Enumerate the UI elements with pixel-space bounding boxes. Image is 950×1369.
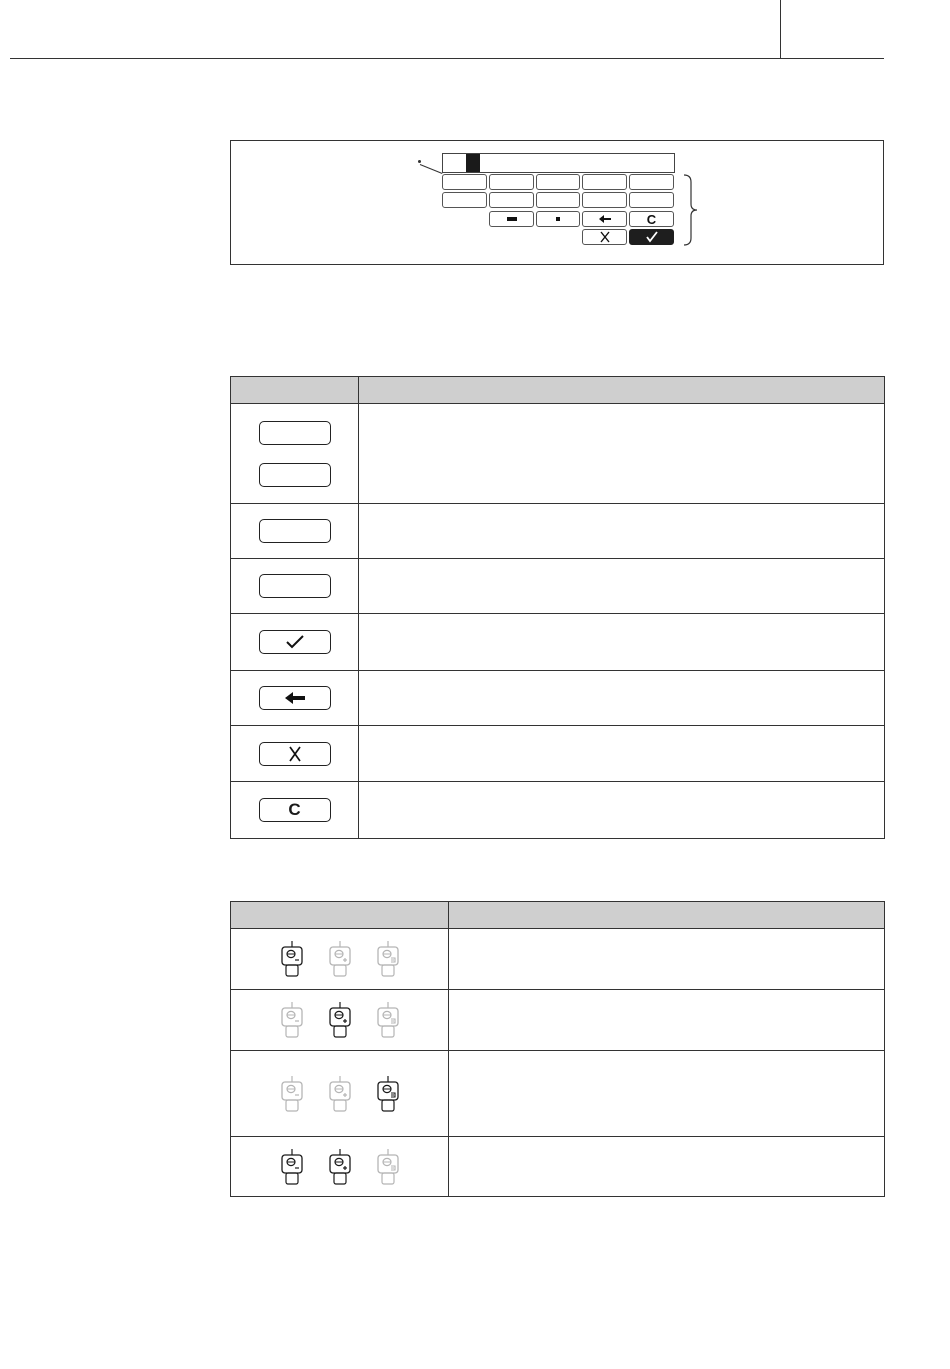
operating-keys-group — [231, 1076, 448, 1112]
table-row — [231, 559, 885, 614]
description-cell — [449, 929, 885, 990]
blank-key-button — [259, 463, 331, 487]
keypad-key[interactable] — [536, 174, 580, 190]
table-row — [231, 1051, 885, 1137]
header-rule — [10, 58, 884, 59]
cursor-block — [466, 154, 480, 172]
keys-cell — [231, 990, 449, 1051]
key-cell — [231, 782, 359, 839]
table-row — [231, 504, 885, 559]
description-cell — [359, 614, 885, 671]
header-cell-key — [231, 377, 359, 404]
callout-dot — [418, 160, 421, 163]
cancel-key-button — [259, 742, 331, 766]
operating-key-plus-icon — [329, 1076, 351, 1112]
table-row — [231, 1137, 885, 1197]
confirm-key-button — [259, 630, 331, 654]
description-cell — [449, 990, 885, 1051]
keypad-key[interactable] — [442, 192, 487, 208]
description-cell — [359, 559, 885, 614]
description-cell — [359, 726, 885, 782]
operating-key-plus-icon — [329, 1149, 351, 1185]
keypad-brace — [682, 174, 702, 246]
keypad-key[interactable] — [629, 174, 674, 190]
minus-icon — [506, 216, 518, 222]
table-header-row — [231, 902, 885, 929]
operating-key-minus-icon — [281, 1149, 303, 1185]
keypad-key[interactable] — [582, 192, 627, 208]
cancel-x-icon — [599, 231, 611, 243]
blank-key-button — [259, 574, 331, 598]
table-row — [231, 929, 885, 990]
confirm-key[interactable] — [629, 229, 674, 245]
description-cell — [359, 782, 885, 839]
keypad-key[interactable] — [582, 174, 627, 190]
operating-keys-group — [231, 1002, 448, 1038]
dot-icon — [555, 216, 561, 222]
table-header-row — [231, 377, 885, 404]
description-cell — [359, 404, 885, 504]
description-cell — [449, 1137, 885, 1197]
table-row — [231, 614, 885, 671]
operating-key-minus-icon — [281, 941, 303, 977]
keypad-key[interactable] — [442, 174, 487, 190]
operating-key-plus-icon — [329, 1002, 351, 1038]
header-tick-mark — [780, 0, 781, 58]
key-cell — [231, 404, 359, 504]
description-cell — [359, 671, 885, 726]
backspace-key[interactable] — [582, 211, 627, 227]
keypad-key[interactable] — [536, 192, 580, 208]
key-cell — [231, 726, 359, 782]
operating-keys-table — [230, 901, 885, 1197]
confirm-check-icon — [645, 231, 659, 243]
key-cell — [231, 614, 359, 671]
table-row — [231, 726, 885, 782]
description-cell — [359, 504, 885, 559]
table-row — [231, 404, 885, 504]
operating-keys-group — [231, 941, 448, 977]
keypad-key[interactable] — [489, 192, 534, 208]
left-arrow-icon — [284, 691, 306, 705]
backspace-key-button — [259, 686, 331, 710]
c-letter: C — [288, 800, 301, 819]
blank-key-button — [259, 421, 331, 445]
dot-key[interactable] — [536, 211, 580, 227]
clear-key-button — [259, 798, 331, 822]
operating-key-enter-icon — [377, 1002, 399, 1038]
operating-key-enter-icon — [377, 1076, 399, 1112]
key-cell — [231, 559, 359, 614]
operating-keys-group — [231, 1149, 448, 1185]
keypad-key[interactable] — [489, 174, 534, 190]
operating-key-enter-icon — [377, 941, 399, 977]
keys-cell — [231, 929, 449, 990]
clear-key[interactable] — [629, 211, 674, 227]
backspace-arrow-icon — [598, 214, 612, 224]
key-cell — [231, 504, 359, 559]
x-icon — [287, 746, 303, 762]
keypad-key[interactable] — [629, 192, 674, 208]
operating-key-minus-icon — [281, 1076, 303, 1112]
clear-key-label: C — [646, 211, 657, 227]
operating-key-minus-icon — [281, 1002, 303, 1038]
header-cell-meaning — [449, 902, 885, 929]
key-symbols-table — [230, 376, 885, 839]
operating-key-enter-icon — [377, 1149, 399, 1185]
cancel-key[interactable] — [582, 229, 627, 245]
description-cell — [449, 1051, 885, 1137]
table-row — [231, 990, 885, 1051]
table-row — [231, 782, 885, 839]
minus-key[interactable] — [489, 211, 534, 227]
table-row — [231, 671, 885, 726]
header-cell-meaning — [359, 377, 885, 404]
check-icon — [285, 635, 305, 649]
keys-cell — [231, 1051, 449, 1137]
blank-key-button — [259, 519, 331, 543]
key-cell — [231, 671, 359, 726]
operating-key-plus-icon — [329, 941, 351, 977]
header-cell-keys — [231, 902, 449, 929]
keys-cell — [231, 1137, 449, 1197]
